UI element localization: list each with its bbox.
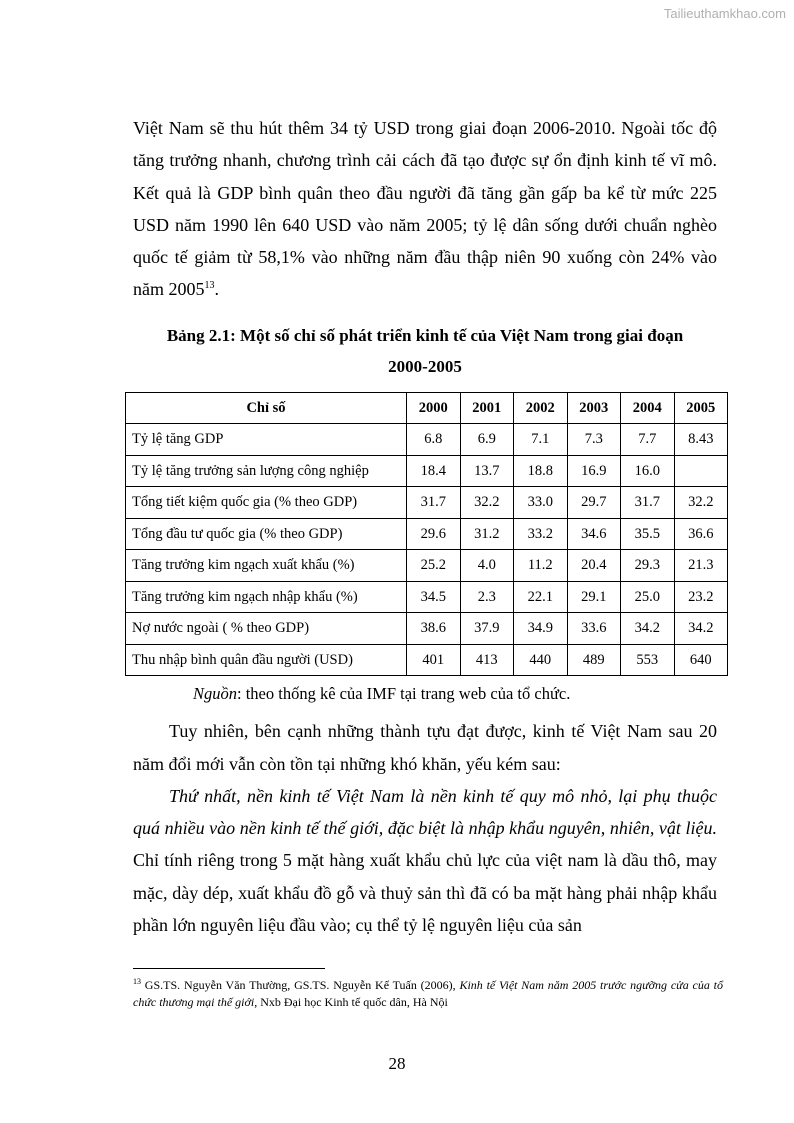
cell: 16.0 (621, 455, 675, 487)
watermark: Tailieuthamkhao.com (663, 6, 786, 21)
cell: 23.2 (674, 581, 728, 613)
paragraph-3-italic: Thứ nhất, nền kinh tế Việt Nam là nền kinh tế quy mô nhỏ, lại phụ thuộc quá nhiều vào nền kinh tế thế giới, đặc biệt là nhập khẩu nguyên, nhiên, vật liệu. (133, 785, 717, 839)
cell: 34.6 (567, 518, 621, 550)
footnote-text: GS.TS. Nguyễn Văn Thường, GS.TS. Nguyễn Kế Tuấn (2006), (141, 978, 460, 992)
cell: 16.9 (567, 455, 621, 487)
cell: 31.7 (407, 487, 461, 519)
cell: 29.6 (407, 518, 461, 550)
page-number: 28 (388, 1054, 406, 1073)
cell: 37.9 (460, 613, 514, 645)
row-label: Tăng trưởng kim ngạch nhập khẩu (%) (126, 581, 407, 613)
cell: 31.2 (460, 518, 514, 550)
header-year: 2005 (674, 392, 728, 424)
cell: 440 (514, 644, 568, 676)
cell: 29.7 (567, 487, 621, 519)
table-row (126, 613, 728, 645)
row-label: Tỷ lệ tăng trưởng sản lượng công nghiệp (126, 455, 407, 487)
table-title-line2: 2000-2005 (388, 356, 462, 376)
cell: 31.7 (621, 487, 675, 519)
table-row (126, 518, 728, 550)
table-header-row (126, 392, 728, 424)
table-row (126, 581, 728, 613)
paragraph-3 (133, 780, 717, 941)
cell: 640 (674, 644, 728, 676)
cell: 35.5 (621, 518, 675, 550)
cell: 22.1 (514, 581, 568, 613)
cell: 33.6 (567, 613, 621, 645)
indicator-table (125, 392, 728, 677)
row-label: Tỷ lệ tăng GDP (126, 424, 407, 456)
header-year: 2000 (407, 392, 461, 424)
row-label: Tăng trưởng kim ngạch xuất khẩu (%) (126, 550, 407, 582)
table-source (193, 681, 717, 707)
cell: 13.7 (460, 455, 514, 487)
table-row (126, 644, 728, 676)
row-label: Nợ nước ngoài ( % theo GDP) (126, 613, 407, 645)
cell: 7.7 (621, 424, 675, 456)
cell: 29.1 (567, 581, 621, 613)
cell: 401 (407, 644, 461, 676)
cell: 33.2 (514, 518, 568, 550)
table-row (126, 550, 728, 582)
cell: 413 (460, 644, 514, 676)
cell: 38.6 (407, 613, 461, 645)
cell: 6.8 (407, 424, 461, 456)
cell: 29.3 (621, 550, 675, 582)
cell: 553 (621, 644, 675, 676)
cell: 7.3 (567, 424, 621, 456)
cell: 2.3 (460, 581, 514, 613)
page-body (133, 112, 717, 941)
footnote-publisher: , Nxb Đại học Kinh tế quốc dân, Hà Nội (254, 995, 448, 1009)
cell: 18.8 (514, 455, 568, 487)
cell (674, 455, 728, 487)
header-year: 2001 (460, 392, 514, 424)
table-row (126, 424, 728, 456)
row-label: Tổng đầu tư quốc gia (% theo GDP) (126, 518, 407, 550)
cell: 36.6 (674, 518, 728, 550)
footnote (133, 977, 723, 1011)
row-label: Tổng tiết kiệm quốc gia (% theo GDP) (126, 487, 407, 519)
cell: 34.2 (621, 613, 675, 645)
intro-paragraph (133, 112, 717, 306)
table-title-line1: Bảng 2.1: Một số chỉ số phát triển kinh tế của Việt Nam trong giai đoạn (166, 325, 684, 345)
cell: 34.2 (674, 613, 728, 645)
header-year: 2002 (514, 392, 568, 424)
header-year: 2004 (621, 392, 675, 424)
cell: 8.43 (674, 424, 728, 456)
header-indicator: Chỉ số (126, 392, 407, 424)
cell: 489 (567, 644, 621, 676)
row-label: Thu nhập bình quân đầu người (USD) (126, 644, 407, 676)
table-row (126, 455, 728, 487)
footnote-number: 13 (133, 977, 141, 986)
cell: 4.0 (460, 550, 514, 582)
paragraph-2: Tuy nhiên, bên cạnh những thành tựu đạt được, kinh tế Việt Nam sau 20 năm đổi mới vẫn còn tồn tại những khó khăn, yếu kém sau: (133, 721, 717, 774)
cell: 7.1 (514, 424, 568, 456)
cell: 25.0 (621, 581, 675, 613)
cell: 21.3 (674, 550, 728, 582)
table-title (133, 320, 717, 382)
source-text: : theo thống kê của IMF tại trang web của tổ chức. (237, 684, 571, 704)
cell: 32.2 (674, 487, 728, 519)
footnote-ref: 13 (204, 280, 215, 292)
intro-end: . (214, 279, 219, 300)
cell: 6.9 (460, 424, 514, 456)
header-year: 2003 (567, 392, 621, 424)
cell: 32.2 (460, 487, 514, 519)
cell: 34.9 (514, 613, 568, 645)
table-row (126, 487, 728, 519)
source-label: Nguồn (193, 684, 238, 704)
cell: 20.4 (567, 550, 621, 582)
footnote-book-title: Kinh tế Việt Nam năm 2005 trước ngưỡng cửa của tổ chức thương mại thế giới (133, 978, 723, 1009)
paragraph-3-text: Chỉ tính riêng trong 5 mặt hàng xuất khẩu chủ lực của việt nam là dầu thô, may mặc, dày dép, xuất khẩu đồ gỗ và thuỷ sản thì đã có ba mặt hàng phải nhập khẩu phần lớn nguyên liệu đầu vào; cụ thể tỷ lệ nguyên liệu của sản (133, 850, 717, 936)
cell: 11.2 (514, 550, 568, 582)
footnote-separator (133, 968, 325, 969)
cell: 25.2 (407, 550, 461, 582)
intro-text: Việt Nam sẽ thu hút thêm 34 tỷ USD trong giai đoạn 2006-2010. Ngoài tốc độ tăng trưởng nhanh, chương trình cải cách đã tạo được sự ổn định kinh tế vĩ mô. Kết quả là GDP bình quân theo đầu người đã tăng gần gấp ba kể từ mức 225 USD năm 1990 lên 640 USD vào năm 2005; tỷ lệ dân sống dưới chuẩn nghèo quốc tế giảm từ 58,1% vào những năm đầu thập niên 90 xuống còn 24% vào năm 2005 (133, 118, 717, 300)
cell: 34.5 (407, 581, 461, 613)
cell: 18.4 (407, 455, 461, 487)
cell: 33.0 (514, 487, 568, 519)
